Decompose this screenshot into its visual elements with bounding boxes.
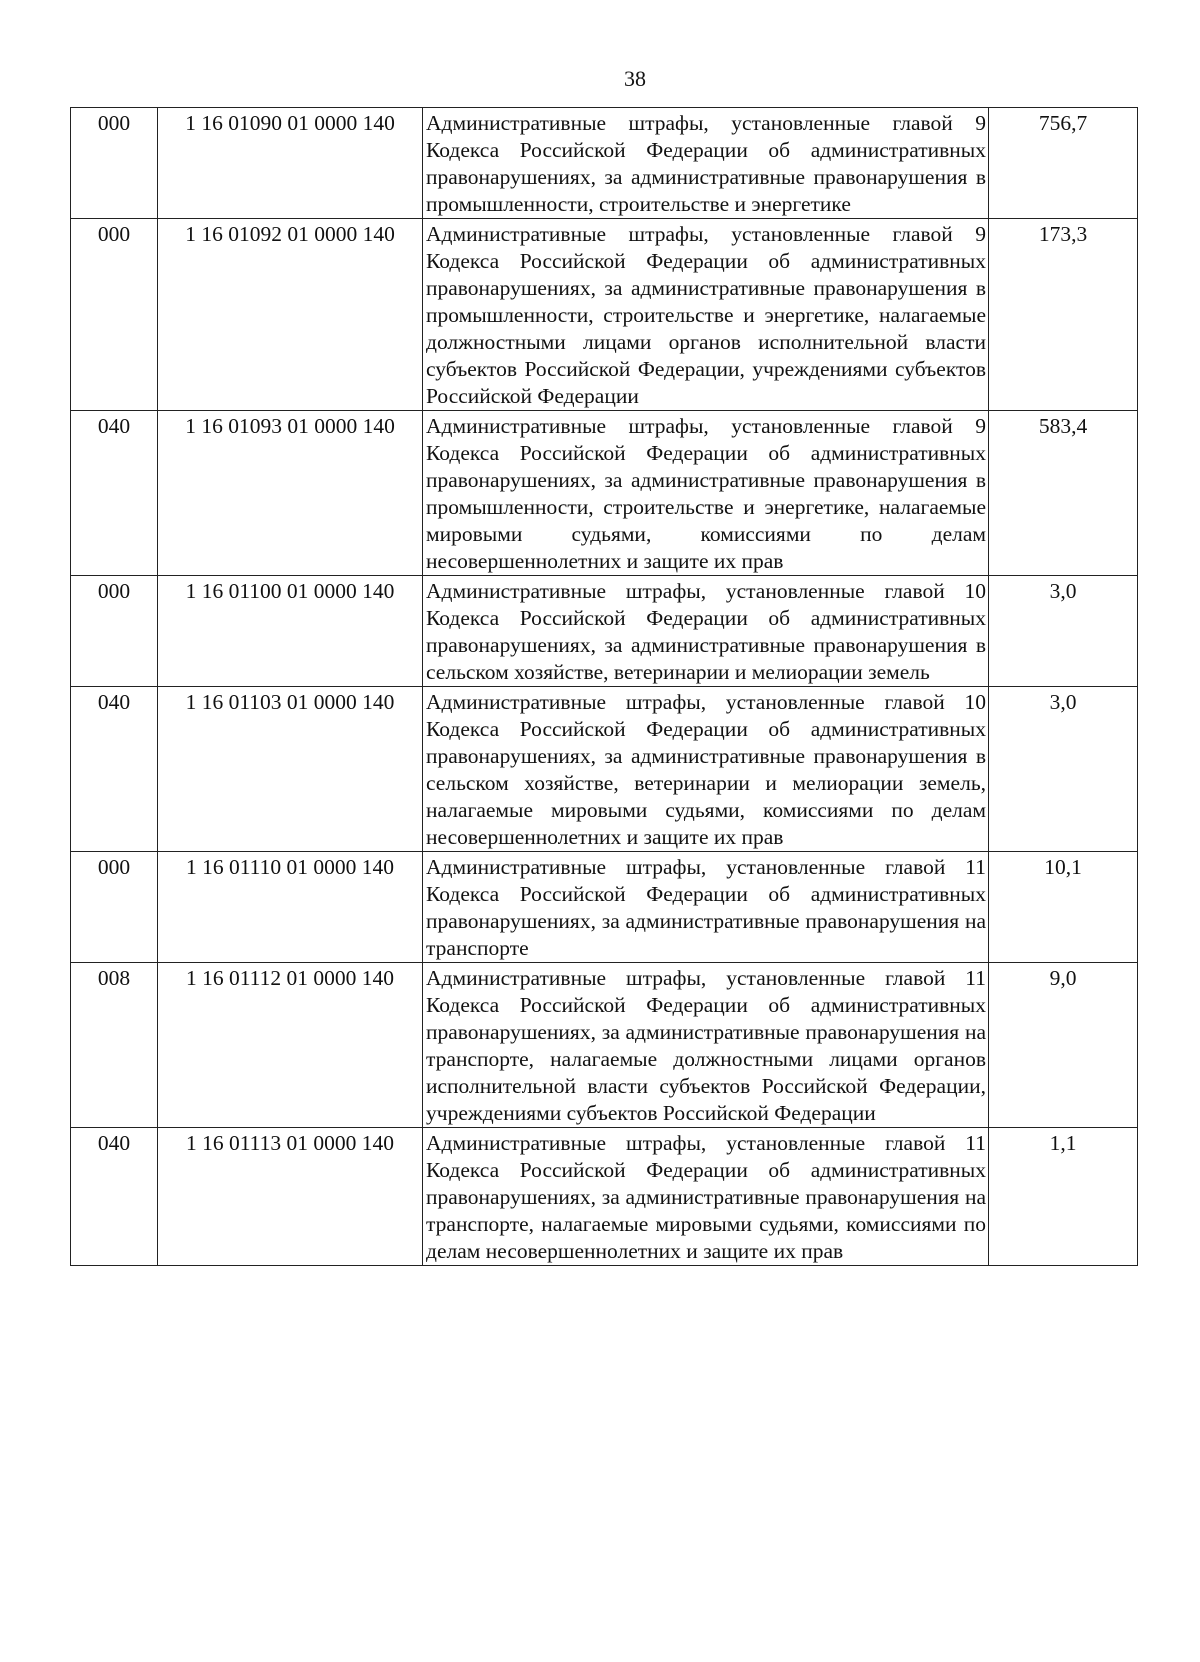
table-row	[71, 108, 1138, 219]
revenue-name-cell: Административные штрафы, установленные главой 10 Кодекса Российской Федерации об административных правонарушениях, за административные правонарушения в сельском хозяйстве, ветеринарии и мелиорации земель, налагаемые мировыми судьями, комиссиями по делам несовершеннолетних и защите их прав	[423, 687, 989, 852]
revenue-name-cell: Административные штрафы, установленные главой 11 Кодекса Российской Федерации об административных правонарушениях, за административные правонарушения на транспорте, налагаемые мировыми судьями, комиссиями по делам несовершеннолетних и защите их прав	[423, 1128, 989, 1266]
revenue-name-cell: Административные штрафы, установленные главой 11 Кодекса Российской Федерации об административных правонарушениях, за административные правонарушения на транспорте, налагаемые должностными лицами органов исполнительной власти субъектов Российской Федерации, учреждениями субъектов Российской Федерации	[423, 963, 989, 1128]
kbk-code-cell: 1 16 01100 01 0000 140	[158, 576, 423, 687]
kbk-code-cell: 1 16 01112 01 0000 140	[158, 963, 423, 1128]
page-number: 38	[624, 66, 646, 91]
table-row	[71, 963, 1138, 1128]
amount-cell: 1,1	[989, 1128, 1138, 1266]
admin-code-cell: 000	[71, 852, 158, 963]
admin-code-cell: 040	[71, 1128, 158, 1266]
kbk-code-cell: 1 16 01093 01 0000 140	[158, 411, 423, 576]
amount-cell: 10,1	[989, 852, 1138, 963]
amount-cell: 756,7	[989, 108, 1138, 219]
revenue-name-cell: Административные штрафы, установленные главой 9 Кодекса Российской Федерации об административных правонарушениях, за административные правонарушения в промышленности, строительстве и энергетике, налагаемые мировыми судьями, комиссиями по делам несовершеннолетних и защите их прав	[423, 411, 989, 576]
amount-cell: 173,3	[989, 219, 1138, 411]
amount-cell: 3,0	[989, 687, 1138, 852]
table-row	[71, 852, 1138, 963]
admin-code-cell: 000	[71, 219, 158, 411]
table-row	[71, 576, 1138, 687]
kbk-code-cell: 1 16 01103 01 0000 140	[158, 687, 423, 852]
admin-code-cell: 008	[71, 963, 158, 1128]
revenue-name-cell: Административные штрафы, установленные главой 10 Кодекса Российской Федерации об административных правонарушениях, за административные правонарушения в сельском хозяйстве, ветеринарии и мелиорации земель	[423, 576, 989, 687]
table-row	[71, 411, 1138, 576]
amount-cell: 3,0	[989, 576, 1138, 687]
revenue-name-cell: Административные штрафы, установленные главой 11 Кодекса Российской Федерации об административных правонарушениях, за административные правонарушения на транспорте	[423, 852, 989, 963]
table-row	[71, 219, 1138, 411]
table-row	[71, 1128, 1138, 1266]
amount-cell: 583,4	[989, 411, 1138, 576]
kbk-code-cell: 1 16 01113 01 0000 140	[158, 1128, 423, 1266]
admin-code-cell: 040	[71, 687, 158, 852]
revenue-name-cell: Административные штрафы, установленные главой 9 Кодекса Российской Федерации об административных правонарушениях, за административные правонарушения в промышленности, строительстве и энергетике	[423, 108, 989, 219]
revenue-table-body	[71, 108, 1138, 1266]
revenue-table	[70, 107, 1138, 1266]
kbk-code-cell: 1 16 01092 01 0000 140	[158, 219, 423, 411]
kbk-code-cell: 1 16 01090 01 0000 140	[158, 108, 423, 219]
table-row	[71, 687, 1138, 852]
revenue-name-cell: Административные штрафы, установленные главой 9 Кодекса Российской Федерации об административных правонарушениях, за административные правонарушения в промышленности, строительстве и энергетике, налагаемые должностными лицами органов исполнительной власти субъектов Российской Федерации, учреждениями субъектов Российской Федерации	[423, 219, 989, 411]
admin-code-cell: 000	[71, 108, 158, 219]
admin-code-cell: 040	[71, 411, 158, 576]
kbk-code-cell: 1 16 01110 01 0000 140	[158, 852, 423, 963]
admin-code-cell: 000	[71, 576, 158, 687]
amount-cell: 9,0	[989, 963, 1138, 1128]
